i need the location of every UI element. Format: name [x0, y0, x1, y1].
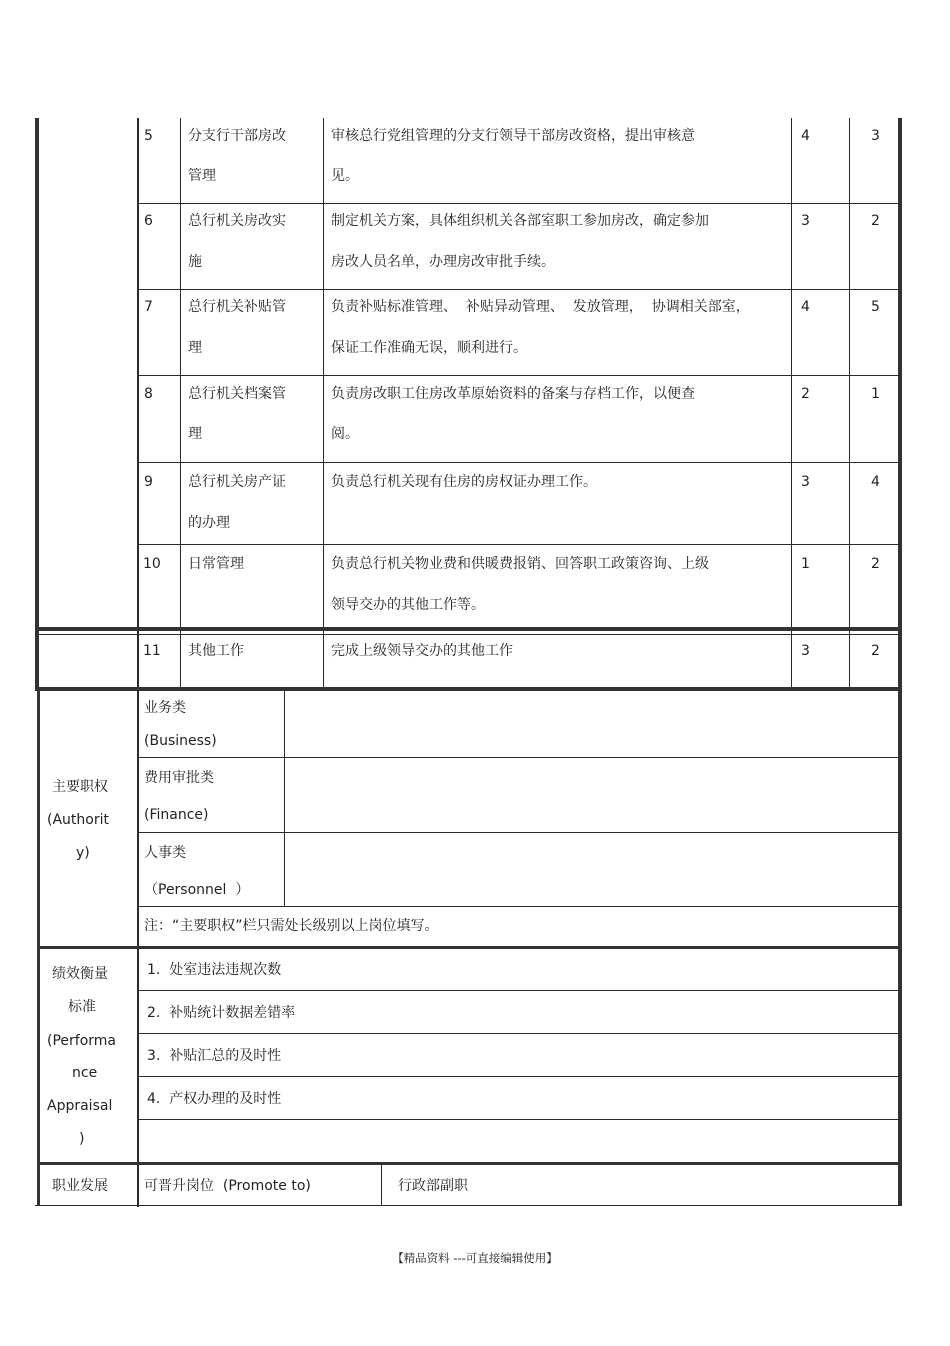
duty-no: 9	[144, 474, 153, 490]
authority-type: （Personnel ）	[144, 882, 250, 898]
duty-name: 理	[188, 426, 202, 442]
duty-score-a: 4	[801, 128, 810, 144]
authority-label: (Authorit	[47, 812, 109, 828]
career-label: 职业发展	[52, 1178, 108, 1194]
duty-name: 理	[188, 340, 202, 356]
duty-no: 7	[144, 299, 153, 315]
performance-label: nce	[72, 1065, 98, 1081]
performance-item: 1. 处室违法违规次数	[147, 962, 282, 978]
duty-name: 施	[188, 254, 202, 270]
duty-desc: 见。	[331, 168, 359, 184]
performance-item: 4. 产权办理的及时性	[147, 1091, 282, 1107]
authority-type: 人事类	[144, 845, 186, 861]
promote-label: 可晋升岗位 (Promote to)	[144, 1178, 311, 1194]
duty-desc: 房改人员名单，办理房改审批手续。	[331, 254, 555, 270]
duty-no: 8	[144, 386, 153, 402]
performance-item: 2. 补贴统计数据差错率	[147, 1005, 296, 1021]
duty-no: 10	[143, 556, 161, 572]
authority-label: y)	[76, 845, 90, 861]
duty-name: 管理	[188, 168, 216, 184]
performance-label: 标准	[68, 999, 96, 1015]
duty-desc: 保证工作准确无误，顺利进行。	[331, 340, 527, 356]
duty-name: 总行机关房产证	[188, 474, 286, 490]
duty-desc: 负责总行机关物业费和供暖费报销、回答职工政策咨询、上级	[331, 556, 709, 572]
performance-label: (Performa	[47, 1033, 116, 1049]
duty-no: 11	[143, 643, 161, 659]
page-footer: 【精品资料 ---可直接编辑使用】	[392, 1251, 558, 1265]
performance-item: 3. 补贴汇总的及时性	[147, 1048, 282, 1064]
duty-score-a: 3	[801, 643, 810, 659]
duty-desc: 阅。	[331, 426, 359, 442]
duty-score-b: 2	[871, 556, 880, 572]
duty-score-a: 2	[801, 386, 810, 402]
duty-name: 日常管理	[188, 556, 244, 572]
duty-name: 总行机关补贴管	[188, 299, 286, 315]
duty-score-a: 3	[801, 474, 810, 490]
duty-name: 其他工作	[188, 643, 244, 659]
performance-label: Appraisal	[47, 1098, 113, 1114]
performance-label: 绩效衡量	[52, 966, 108, 982]
authority-type: (Finance)	[144, 807, 209, 823]
duty-name: 的办理	[188, 515, 230, 531]
authority-type: 费用审批类	[144, 770, 214, 786]
duty-score-a: 3	[801, 213, 810, 229]
duty-score-b: 2	[871, 643, 880, 659]
duty-desc: 负责总行机关现有住房的房权证办理工作。	[331, 474, 597, 490]
duty-score-b: 5	[871, 299, 880, 315]
duty-score-b: 1	[871, 386, 880, 402]
authority-type: 业务类	[144, 700, 186, 716]
authority-type: (Business)	[144, 733, 217, 749]
duty-score-b: 3	[871, 128, 880, 144]
duty-score-a: 4	[801, 299, 810, 315]
duty-name: 总行机关房改实	[188, 213, 286, 229]
duty-name: 总行机关档案管	[188, 386, 286, 402]
performance-label: )	[79, 1131, 85, 1147]
duty-no: 5	[144, 128, 153, 144]
authority-label: 主要职权	[52, 779, 108, 795]
duty-desc: 完成上级领导交办的其他工作	[331, 643, 513, 659]
duty-score-b: 2	[871, 213, 880, 229]
duty-desc: 审核总行党组管理的分支行领导干部房改资格，提出审核意	[331, 128, 695, 144]
duty-name: 分支行干部房改	[188, 128, 286, 144]
duty-desc: 领导交办的其他工作等。	[331, 597, 485, 613]
duty-score-a: 1	[801, 556, 810, 572]
duty-no: 6	[144, 213, 153, 229]
promote-value: 行政部副职	[398, 1178, 468, 1194]
duty-desc: 负责房改职工住房改革原始资料的备案与存档工作，以便查	[331, 386, 695, 402]
duty-score-b: 4	[871, 474, 880, 490]
duty-desc: 制定机关方案，具体组织机关各部室职工参加房改，确定参加	[331, 213, 709, 229]
duty-desc: 负责补贴标准管理、 补贴异动管理、 发放管理， 协调相关部室，	[331, 299, 750, 315]
authority-note: 注：“主要职权”栏只需处长级别以上岗位填写。	[144, 918, 439, 934]
